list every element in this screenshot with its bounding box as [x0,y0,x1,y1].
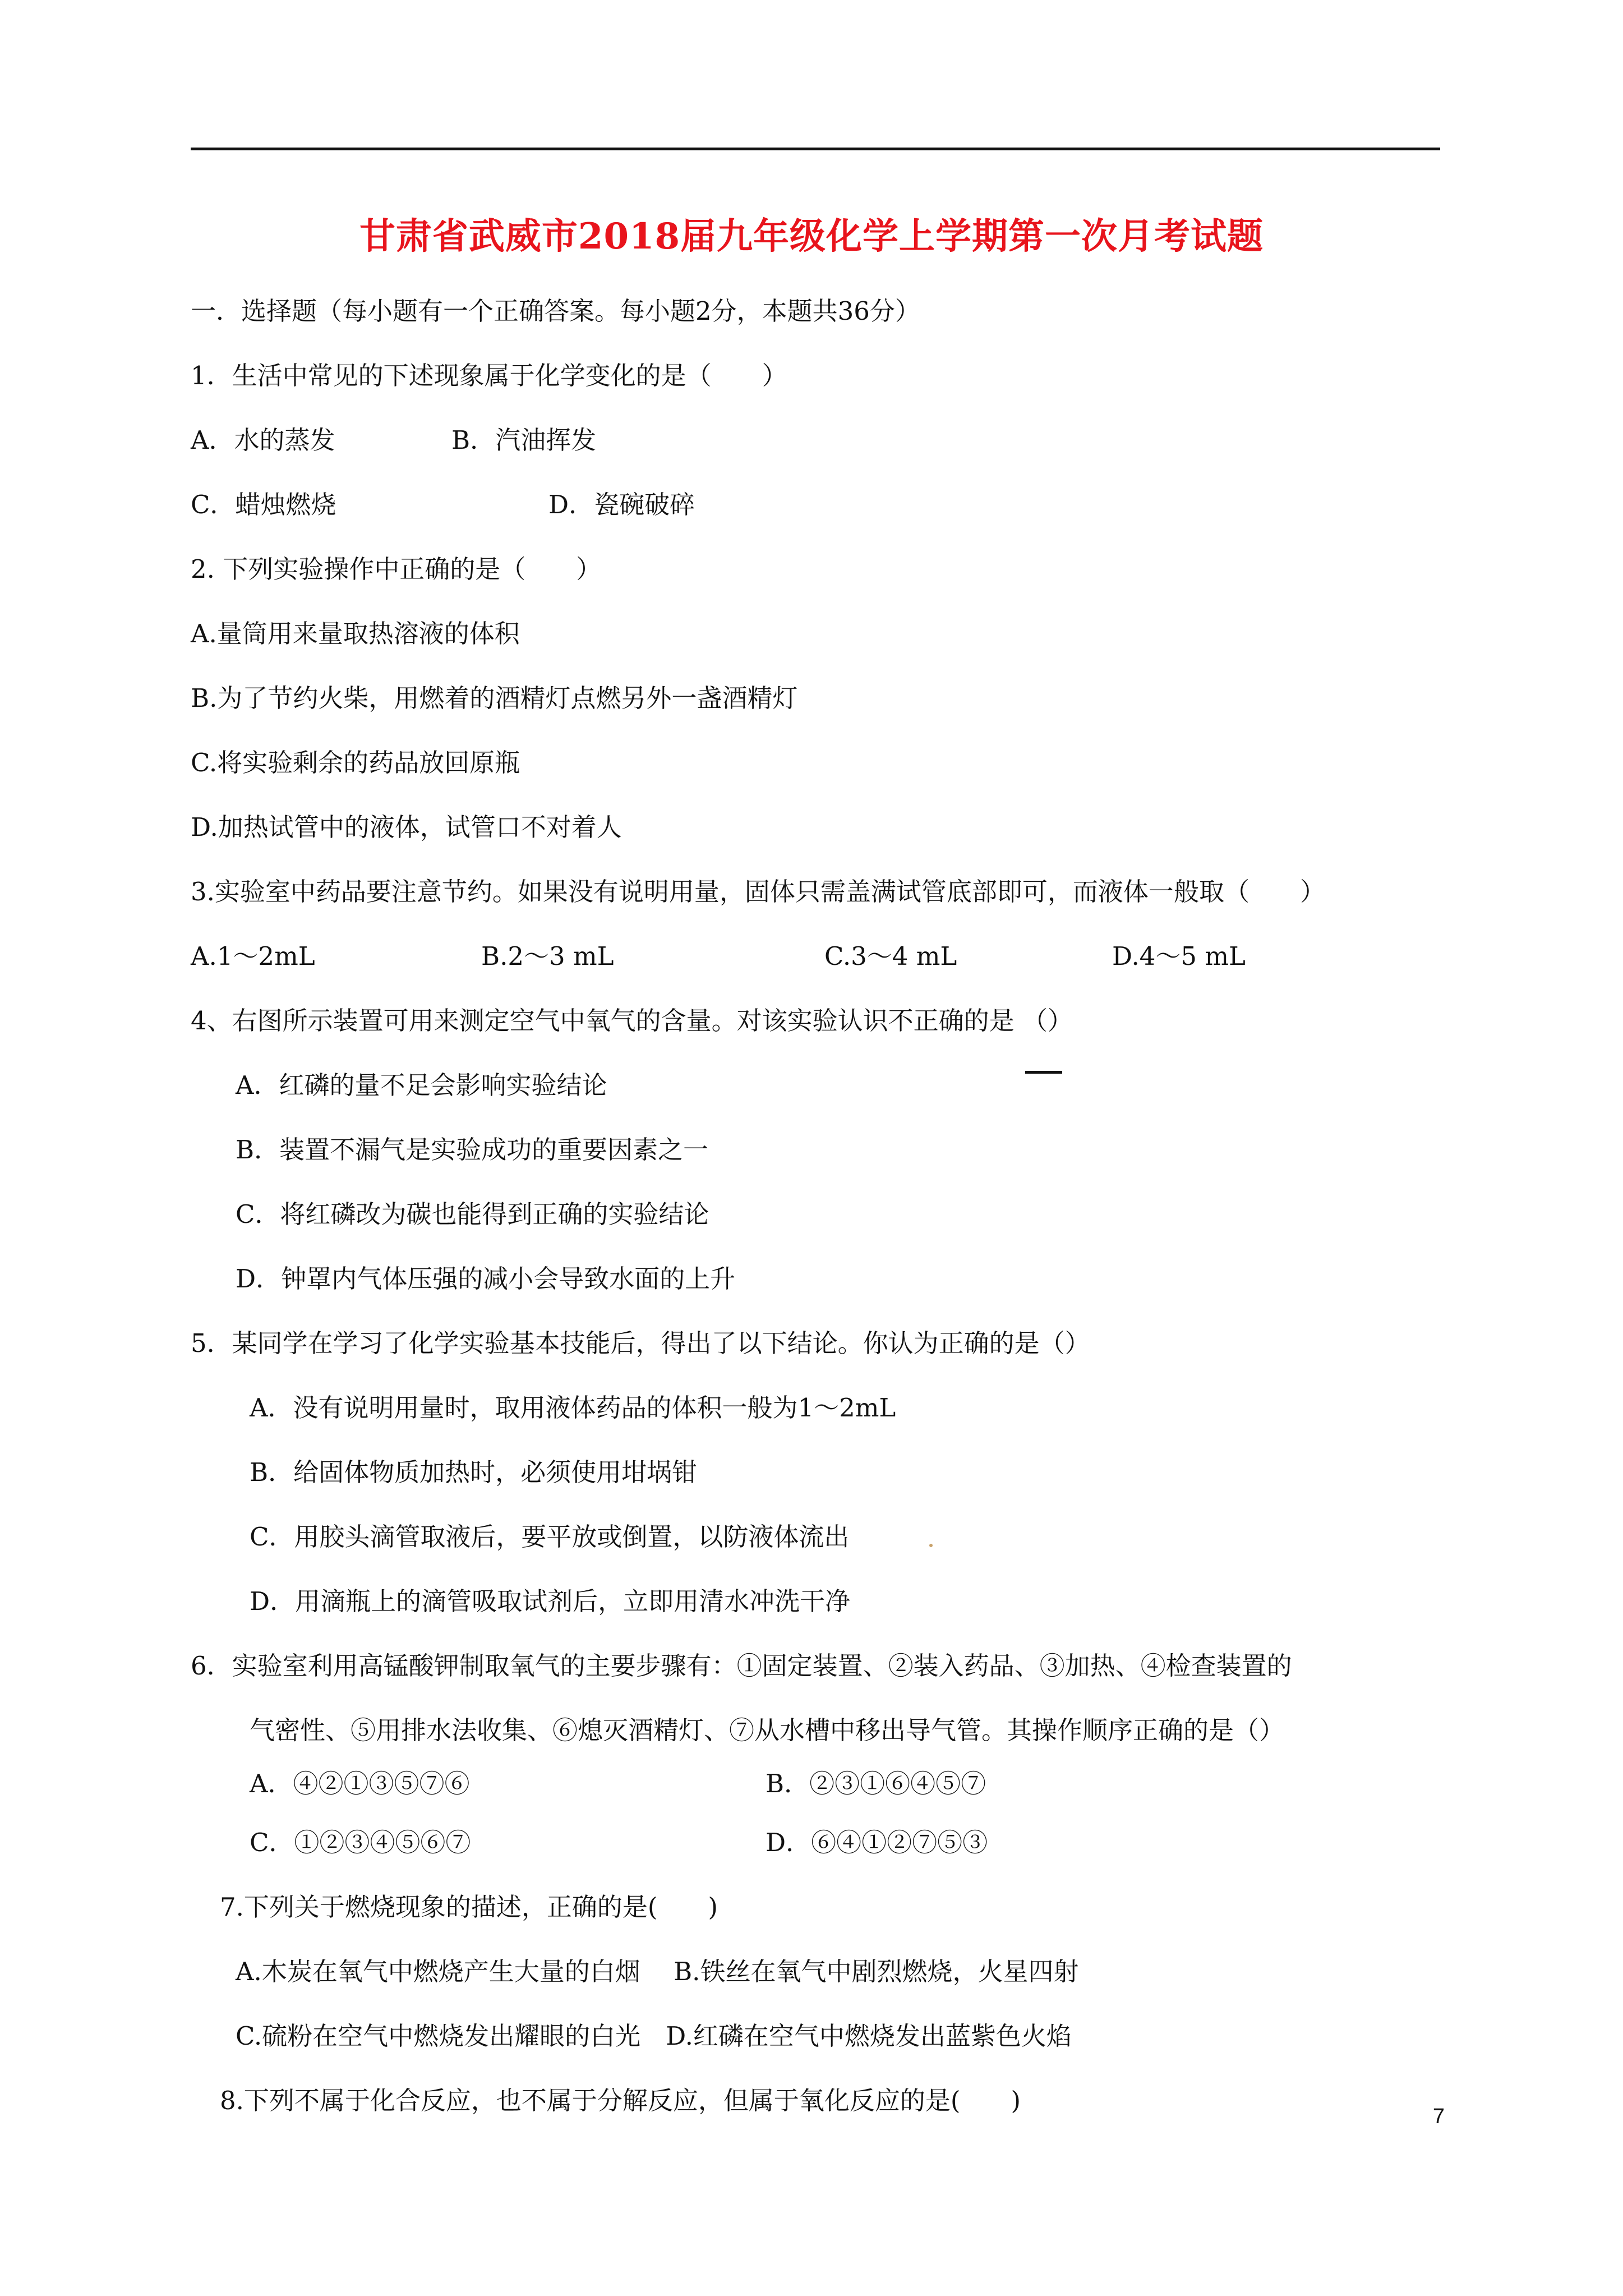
question-2-stem: 2. 下列实验操作中正确的是（ ） [191,554,602,584]
question-6-option-b: B．②③①⑥④⑤⑦ [766,1769,986,1798]
figure-fragment-line [1025,1071,1062,1074]
question-4-option-a: A．红磷的量不足会影响实验结论 [236,1070,607,1100]
question-3-stem: 3.实验室中药品要注意节约。如果没有说明用量，固体只需盖满试管底部即可，而液体一般取（ ） [191,877,1325,907]
question-6-option-c: C．①②③④⑤⑥⑦ [250,1828,471,1857]
page-number: 7 [1432,2105,1445,2128]
question-7-stem: 7.下列关于燃烧现象的描述，正确的是( ) [220,1892,718,1922]
question-5-stem: 5．某同学在学习了化学实验基本技能后，得出了以下结论。你认为正确的是（） [191,1328,1090,1358]
question-6-stem-line-1: 6．实验室利用高锰酸钾制取氧气的主要步骤有：①固定装置、②装入药品、③加热、④检查装置的 [191,1651,1292,1681]
question-5-option-a: A．没有说明用量时，取用液体药品的体积一般为1～2mL [250,1393,896,1423]
question-1-option-d: D．瓷碗破碎 [548,490,695,519]
question-7-options-cd: C.硫粉在空气中燃烧发出耀眼的白光 D.红磷在空气中燃烧发出蓝紫色火焰 [236,2021,1072,2051]
question-1-stem: 1．生活中常见的下述现象属于化学变化的是（ ） [191,361,787,390]
question-6-option-d: D．⑥④①②⑦⑤③ [766,1828,988,1857]
question-3-option-a: A.1～2mL [191,941,315,971]
question-6-option-a: A．④②①③⑤⑦⑥ [250,1769,470,1798]
question-8-stem: 8.下列不属于化合反应，也不属于分解反应，但属于氧化反应的是( ) [220,2086,1021,2115]
question-2-option-a: A.量筒用来量取热溶液的体积 [191,619,520,648]
question-2-option-c: C.将实验剩余的药品放回原瓶 [191,748,520,777]
question-3-option-d: D.4～5 mL [1112,941,1246,971]
question-4-option-c: C．将红磷改为碳也能得到正确的实验结论 [236,1199,709,1229]
page-title: 甘肃省武威市2018届九年级化学上学期第一次月考试题 [359,215,1264,257]
question-2-option-b: B.为了节约火柴，用燃着的酒精灯点燃另外一盏酒精灯 [191,683,798,713]
header-rule [191,148,1440,150]
section-heading: 一．选择题（每小题有一个正确答案。每小题2分，本题共36分） [191,296,920,326]
question-7-options-ab: A.木炭在氧气中燃烧产生大量的白烟 B.铁丝在氧气中剧烈燃烧，火星四射 [236,1957,1079,1986]
question-4-stem: 4、右图所示装置可用来测定空气中氧气的含量。对该实验认识不正确的是 （） [191,1006,1073,1036]
question-1-option-c: C．蜡烛燃烧 [191,490,336,519]
scan-speck [929,1544,933,1547]
question-1-option-a: A．水的蒸发 [191,425,335,455]
question-3-option-c: C.3～4 mL [824,941,957,971]
question-5-option-c: C．用胶头滴管取液后，要平放或倒置，以防液体流出 [250,1522,850,1552]
question-1-option-b: B．汽油挥发 [451,425,597,455]
question-6-stem-line-2: 气密性、⑤用排水法收集、⑥熄灭酒精灯、⑦从水槽中移出导气管。其操作顺序正确的是（） [250,1715,1285,1745]
question-4-option-b: B．装置不漏气是实验成功的重要因素之一 [236,1135,709,1165]
question-4-option-d: D．钟罩内气体压强的减小会导致水面的上升 [236,1264,736,1294]
question-3-option-b: B.2～3 mL [481,941,614,971]
question-5-option-b: B．给固体物质加热时，必须使用坩埚钳 [250,1457,698,1487]
question-5-option-d: D．用滴瓶上的滴管吸取试剂后，立即用清水冲洗干净 [250,1586,851,1616]
question-2-option-d: D.加热试管中的液体，试管口不对着人 [191,812,622,842]
